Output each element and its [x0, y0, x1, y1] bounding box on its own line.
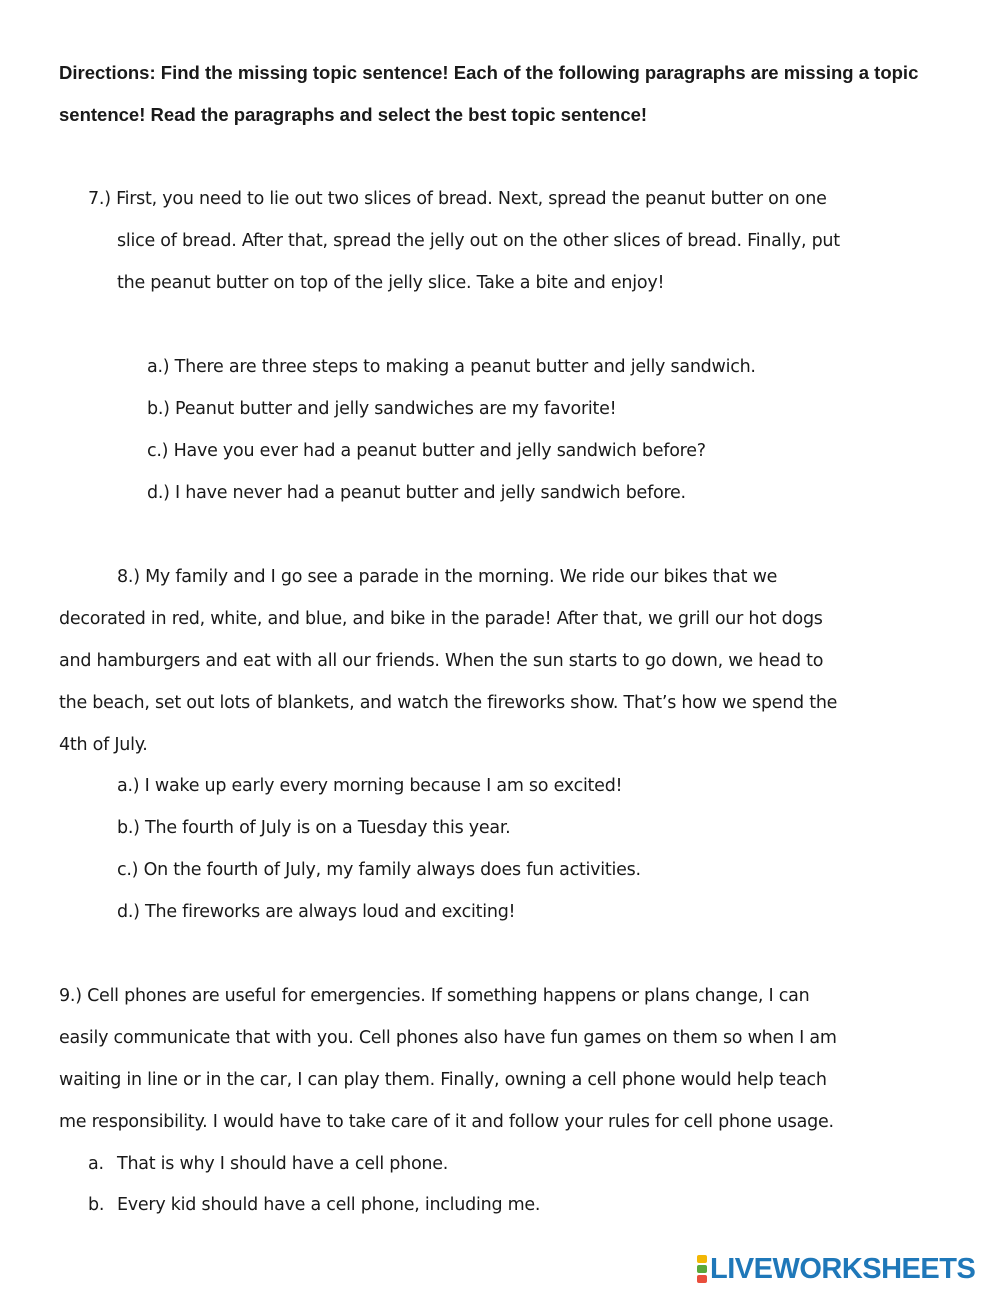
q9-option-a-text: That is why I should have a cell phone.	[117, 1154, 449, 1174]
q8-line-1: 8.) My family and I go see a parade in the morning. We ride our bikes that we	[117, 567, 778, 587]
q7-line-3: the peanut butter on top of the jelly slice. Take a bite and enjoy!	[117, 273, 665, 293]
q9-line-2: easily communicate that with you. Cell phones also have fun games on them so when I am	[59, 1028, 837, 1048]
q9-option-b-marker: b.	[88, 1195, 105, 1215]
logo-text: LIVEWORKSHEETS	[710, 1253, 976, 1285]
logo-blocks-icon	[697, 1254, 707, 1284]
q8-line-3: and hamburgers and eat with all our friends. When the sun starts to go down, we head to	[59, 651, 824, 671]
q7-option-d[interactable]: d.) I have never had a peanut butter and jelly sandwich before.	[147, 483, 686, 503]
directions-text: Directions: Find the missing topic sentence! Each of the following paragraphs are missing a topic sentence! Read the paragraphs and select the best topic sentence!	[59, 62, 919, 125]
liveworksheets-logo[interactable]	[697, 1253, 975, 1285]
q7-option-a[interactable]: a.) There are three steps to making a peanut butter and jelly sandwich.	[147, 357, 756, 377]
q8-option-b[interactable]: b.) The fourth of July is on a Tuesday this year.	[117, 818, 511, 838]
q8-line-2: decorated in red, white, and blue, and bike in the parade! After that, we grill our hot dogs	[59, 609, 823, 629]
q8-option-d[interactable]: d.) The fireworks are always loud and exciting!	[117, 902, 516, 922]
q9-option-b-text: Every kid should have a cell phone, including me.	[117, 1195, 541, 1215]
q9-line-1: 9.) Cell phones are useful for emergencies. If something happens or plans change, I can	[59, 986, 810, 1006]
q8-option-c[interactable]: c.) On the fourth of July, my family always does fun activities.	[117, 860, 641, 880]
q8-option-a[interactable]: a.) I wake up early every morning because I am so excited!	[117, 776, 623, 796]
q9-option-a-marker: a.	[88, 1154, 104, 1174]
q9-line-3: waiting in line or in the car, I can play them. Finally, owning a cell phone would help teach	[59, 1070, 827, 1090]
q7-line-1: 7.) First, you need to lie out two slices of bread. Next, spread the peanut butter on one	[88, 189, 827, 209]
q7-line-2: slice of bread. After that, spread the jelly out on the other slices of bread. Finally, put	[117, 231, 840, 251]
q8-line-5: 4th of July.	[59, 735, 148, 755]
q9-line-4: me responsibility. I would have to take care of it and follow your rules for cell phone usage.	[59, 1112, 834, 1132]
q7-option-b[interactable]: b.) Peanut butter and jelly sandwiches are my favorite!	[147, 399, 617, 419]
q7-option-c[interactable]: c.) Have you ever had a peanut butter and jelly sandwich before?	[147, 441, 706, 461]
q8-line-4: the beach, set out lots of blankets, and watch the fireworks show. That’s how we spend the	[59, 693, 838, 713]
